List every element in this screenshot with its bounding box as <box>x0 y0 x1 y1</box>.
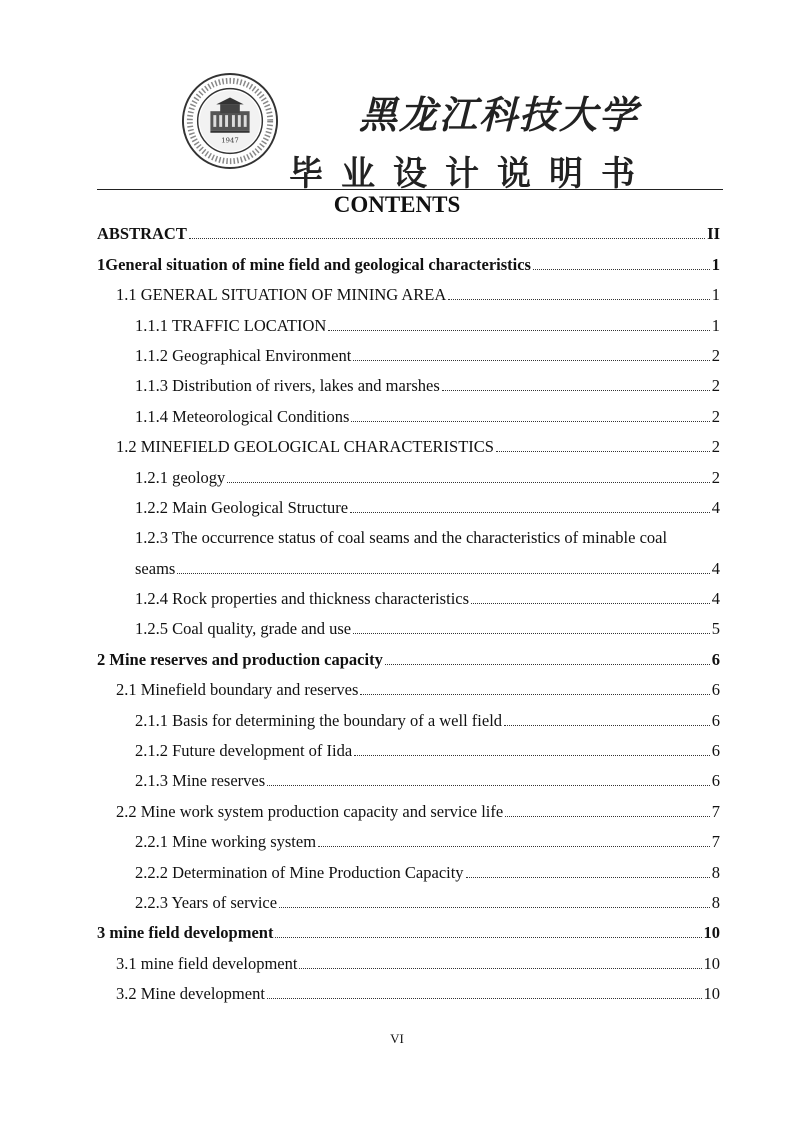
toc-entry-page: 4 <box>711 497 720 517</box>
page-number: VI <box>390 1031 404 1046</box>
toc-entry-title: 3 mine field development <box>97 923 274 943</box>
dot-leader <box>350 512 710 513</box>
toc-entry-title: 1General situation of mine field and geological characteristics <box>97 254 531 274</box>
toc-entry-title: 2.1.2 Future development of Iida <box>135 741 353 761</box>
toc-entry-title: 1.2 MINEFIELD GEOLOGICAL CHARACTERISTICS <box>116 437 494 457</box>
dot-leader <box>353 633 710 634</box>
toc-entry[interactable] <box>97 615 720 645</box>
toc-entry[interactable] <box>97 494 720 524</box>
toc-entry-title: ABSTRACT <box>97 224 187 244</box>
toc-entry-page: 6 <box>711 710 720 730</box>
dot-leader <box>177 573 709 574</box>
dot-leader <box>533 269 710 270</box>
dot-leader <box>328 330 709 331</box>
toc-entry-title: 2.2 Mine work system production capacity and service life <box>116 801 504 821</box>
toc-entry-title: 2.1.1 Basis for determining the boundary of a well field <box>135 710 503 730</box>
toc-entry-title: 2 Mine reserves and production capacity <box>97 649 383 669</box>
toc-entry[interactable] <box>97 767 720 797</box>
dot-leader <box>471 603 710 604</box>
toc-entry[interactable] <box>97 858 720 888</box>
toc-entry[interactable] <box>97 828 720 858</box>
toc-entry-title: 2.2.3 Years of service <box>135 892 278 912</box>
document-type: 毕业设计说明书 <box>289 154 653 194</box>
toc-entry-title: 1.2.5 Coal quality, grade and use <box>135 619 352 639</box>
toc-entry-title: 1.1.4 Meteorological Conditions <box>135 406 350 426</box>
toc-entry-continuation[interactable] <box>97 554 720 584</box>
toc-entry-page: 4 <box>711 558 720 578</box>
toc-entry[interactable] <box>97 281 720 311</box>
toc-entry-title: 1.1.3 Distribution of rivers, lakes and marshes <box>135 376 440 396</box>
toc-entry-page: 10 <box>703 953 720 973</box>
contents-title: CONTENTS <box>333 192 461 217</box>
toc-entry-title: 1.2.2 Main Geological Structure <box>135 497 349 517</box>
toc-entry-title: 2.1.3 Mine reserves <box>135 771 266 791</box>
dot-leader <box>360 694 709 695</box>
dot-leader <box>351 421 709 422</box>
toc-entry-page: 4 <box>711 589 720 609</box>
toc-entry[interactable] <box>97 706 720 736</box>
toc-entry-title: 2.1 Minefield boundary and reserves <box>116 680 359 700</box>
toc-entry-page: 6 <box>711 649 720 669</box>
toc-entry-title: 1.1.2 Geographical Environment <box>135 345 352 365</box>
dot-leader <box>353 360 709 361</box>
dot-leader <box>496 451 710 452</box>
toc-entry[interactable] <box>97 402 720 432</box>
toc-entry-page: 1 <box>711 254 720 274</box>
toc-entry[interactable] <box>97 737 720 767</box>
dot-leader <box>267 998 702 999</box>
toc-entry[interactable] <box>97 463 720 493</box>
dot-leader <box>189 238 705 239</box>
toc-entry-title: 1.2.4 Rock properties and thickness characteristics <box>135 589 470 609</box>
toc-entry-page: 8 <box>711 892 720 912</box>
toc-entry-page: II <box>707 224 720 244</box>
dot-leader <box>275 937 701 938</box>
dot-leader <box>505 816 710 817</box>
toc-entry[interactable] <box>97 919 720 949</box>
toc-entry-page: 2 <box>711 437 720 457</box>
dot-leader <box>279 907 710 908</box>
dot-leader <box>448 299 709 300</box>
toc-entry[interactable] <box>97 949 720 979</box>
toc-entry-page: 2 <box>711 376 720 396</box>
toc-entry[interactable] <box>97 889 720 919</box>
toc-entry-title: 1.1.1 TRAFFIC LOCATION <box>135 315 327 335</box>
toc-entry-page: 8 <box>711 862 720 882</box>
toc-entry-title: 3.2 Mine development <box>116 984 265 1004</box>
toc-entry-page: 6 <box>711 771 720 791</box>
toc-entry[interactable] <box>97 342 720 372</box>
university-name: 黑龙江科技大学 <box>359 92 640 137</box>
dot-leader <box>267 785 710 786</box>
document-header <box>97 70 723 194</box>
toc-entry-page: 2 <box>711 406 720 426</box>
toc-entry[interactable] <box>97 311 720 341</box>
dot-leader <box>227 482 709 483</box>
table-of-contents <box>97 220 720 1010</box>
toc-entry-page: 2 <box>711 345 720 365</box>
toc-entry[interactable] <box>97 220 720 250</box>
toc-entry[interactable] <box>97 797 720 827</box>
toc-entry[interactable] <box>97 433 720 463</box>
dot-leader <box>318 846 710 847</box>
toc-entry-title: 2.2.2 Determination of Mine Production Capacity <box>135 862 464 882</box>
toc-entry-title: 1.2.3 The occurrence status of coal seams and the characteristics of minable coal <box>135 528 668 548</box>
toc-entry-page: 6 <box>711 680 720 700</box>
dot-leader <box>442 390 710 391</box>
toc-entry-page: 1 <box>711 315 720 335</box>
toc-entry-page: 2 <box>711 467 720 487</box>
toc-entry-title: 1.2.1 geology <box>135 467 226 487</box>
toc-entry[interactable] <box>97 585 720 615</box>
toc-entry[interactable] <box>97 524 720 554</box>
dot-leader <box>354 755 710 756</box>
toc-entry[interactable] <box>97 645 720 675</box>
toc-entry-page: 5 <box>711 619 720 639</box>
toc-entry[interactable] <box>97 372 720 402</box>
toc-entry-page: 7 <box>711 801 720 821</box>
svg-text:1947: 1947 <box>221 136 239 145</box>
toc-entry-page: 10 <box>703 984 720 1004</box>
toc-entry-title: 3.1 mine field development <box>116 953 298 973</box>
toc-entry-page: 10 <box>703 923 720 943</box>
toc-entry-page: 1 <box>711 285 720 305</box>
dot-leader <box>504 725 710 726</box>
dot-leader <box>299 968 701 969</box>
toc-entry[interactable] <box>97 250 720 280</box>
university-seal-logo <box>181 72 279 170</box>
header-rule <box>97 189 723 190</box>
toc-entry-title-continuation: seams <box>135 558 176 578</box>
toc-entry[interactable] <box>97 676 720 706</box>
dot-leader <box>385 664 710 665</box>
toc-entry-page: 6 <box>711 741 720 761</box>
toc-entry-title: 2.2.1 Mine working system <box>135 832 317 852</box>
toc-entry-title: 1.1 GENERAL SITUATION OF MINING AREA <box>116 285 447 305</box>
toc-entry-page: 7 <box>711 832 720 852</box>
dot-leader <box>466 877 710 878</box>
toc-entry[interactable] <box>97 980 720 1010</box>
